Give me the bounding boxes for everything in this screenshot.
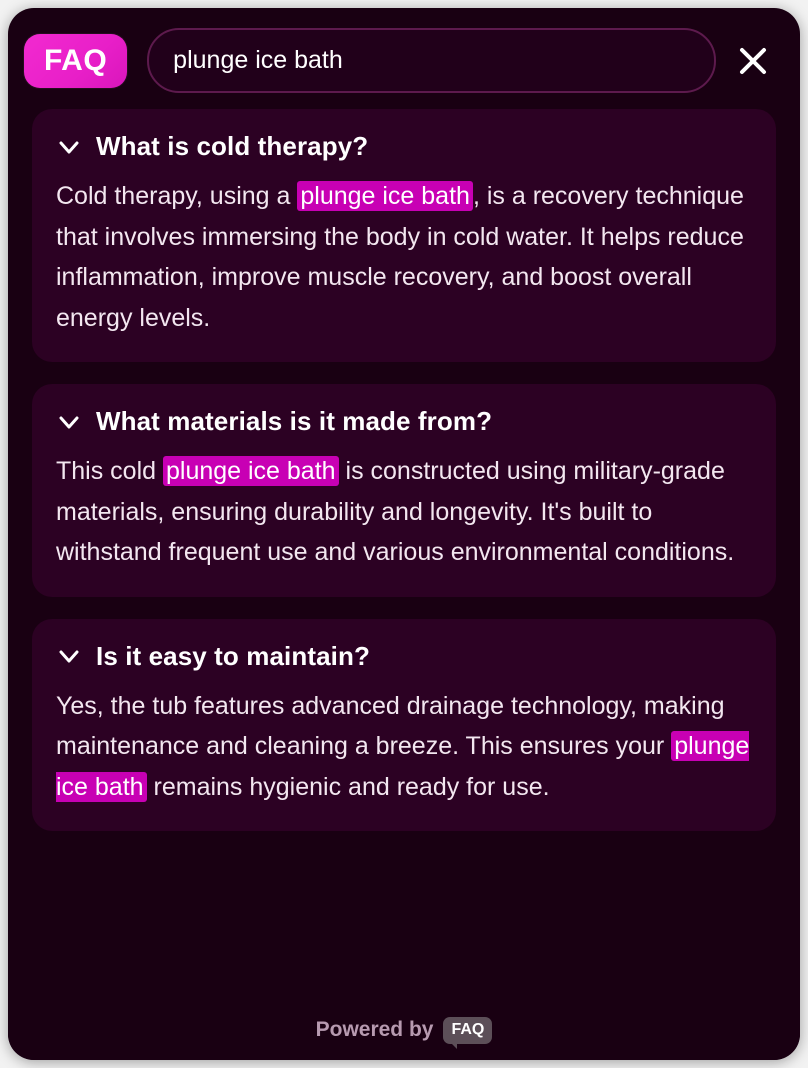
faq-question-text: What is cold therapy? bbox=[96, 131, 369, 161]
faq-list[interactable] bbox=[8, 103, 800, 1060]
faq-question-text: What materials is it made from? bbox=[96, 406, 493, 436]
faq-answer-text: Yes, the tub features advanced drainage technology, making maintenance and cleaning a breeze. This ensures your plunge ice bath remains hygienic and ready for use. bbox=[56, 691, 750, 801]
faq-widget bbox=[8, 8, 800, 1060]
search-term-highlight: plunge ice bath bbox=[163, 456, 339, 486]
close-button[interactable] bbox=[730, 38, 776, 84]
faq-logo-badge: FAQ bbox=[24, 34, 127, 88]
search-term-highlight: plunge ice bath bbox=[56, 732, 750, 801]
faq-header bbox=[8, 8, 800, 103]
faq-item[interactable] bbox=[32, 384, 776, 597]
search-term-highlight: plunge ice bath bbox=[297, 181, 473, 211]
search-input[interactable] bbox=[147, 28, 716, 93]
faq-question-row[interactable] bbox=[56, 131, 752, 162]
faq-question-text: Is it easy to maintain? bbox=[96, 640, 370, 671]
chevron-down-icon bbox=[56, 134, 82, 160]
faq-answer-text: This cold plunge ice bath is constructed using military-grade materials, ensuring durability and longevity. It's built to withstand frequent use and various environmental conditions. bbox=[56, 457, 735, 566]
powered-by-label: Powered by bbox=[315, 1018, 434, 1041]
close-icon bbox=[736, 44, 770, 78]
chevron-down-icon bbox=[56, 643, 82, 669]
faq-brand-badge: FAQ bbox=[443, 1017, 492, 1044]
faq-item[interactable] bbox=[32, 109, 776, 362]
search-field-wrapper bbox=[147, 28, 716, 93]
faq-item[interactable] bbox=[32, 619, 776, 832]
faq-answer-text: Cold therapy, using a plunge ice bath , is a recovery technique that involves immersing the body in cold water. It helps reduce inflammation, improve muscle recovery, and boost overall energy levels. bbox=[56, 182, 744, 332]
faq-question-row[interactable] bbox=[56, 641, 752, 672]
faq-question-row[interactable] bbox=[56, 406, 752, 437]
chevron-down-icon bbox=[56, 409, 82, 435]
